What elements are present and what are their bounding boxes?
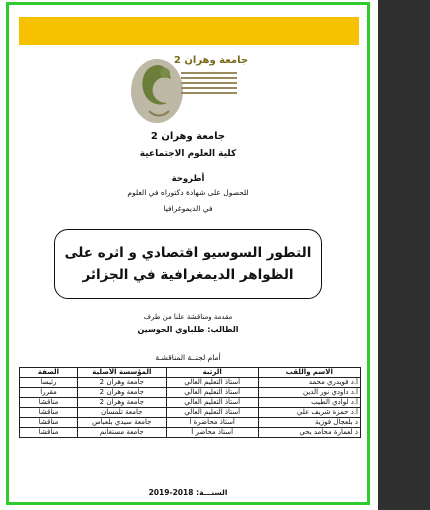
table-row [20, 388, 361, 398]
cell-role: مناقشا [20, 398, 78, 408]
jury-table [19, 367, 361, 438]
header-banner [19, 17, 359, 45]
thesis-title-line-1: التطور السوسيو اقتصادي و اثره على [64, 245, 312, 261]
student-name: الطالب: طلباوي الحوسين [137, 325, 239, 334]
thesis-degree: للحصول على شهادة دكتوراه في العلوم [127, 188, 249, 197]
cell-name: أ.د فويدري محمد [258, 378, 360, 388]
cell-role: مقررا [20, 388, 78, 398]
cell-institution: جامعة مستغانم [77, 428, 166, 438]
logo-text: جامعة وهران 2 [173, 55, 249, 66]
cell-institution: جامعة تلمسان [77, 408, 166, 418]
table-row [20, 378, 361, 388]
cell-institution: جامعة سيدي بلعباس [77, 418, 166, 428]
university-name: جامعة وهران 2 [150, 131, 226, 142]
university-logo [119, 53, 259, 127]
cell-institution: جامعة وهران 2 [77, 378, 166, 388]
presented-by: مقدمة ومناقشة علنا من طرف [143, 313, 233, 321]
table-row [20, 428, 361, 438]
table-row [20, 398, 361, 408]
cell-name: أ.د حمزة شريف علي [258, 408, 360, 418]
table-header-row [20, 368, 361, 378]
column-header-rank: الرتبة [166, 368, 258, 378]
cell-rank: أستاذ التعليم العالي [166, 378, 258, 388]
column-header-institution: المؤسسة الأصلية [77, 368, 166, 378]
committee-heading: أمام لجنــة المناقشـة [155, 353, 221, 362]
cell-role: مناقشا [20, 408, 78, 418]
table-row [20, 408, 361, 418]
thesis-kind: أطروحة [171, 174, 205, 184]
cell-name: د بلعجال فوزية [258, 418, 360, 428]
cell-name: أ.د لوادي الطيب [258, 398, 360, 408]
cell-rank: أستاذ التعليم العالي [166, 408, 258, 418]
cell-rank: أستاذ محاضرة أ [166, 418, 258, 428]
cell-role: مناقشا [20, 418, 78, 428]
cell-role: رئيسا [20, 378, 78, 388]
logo-subtitle-lines [181, 69, 237, 97]
academic-year: السنـــة: 2018-2019 [148, 488, 228, 497]
table-row [20, 418, 361, 428]
column-header-name: الاسم واللقب [258, 368, 360, 378]
cell-name: أ.د داودي نور الدين [258, 388, 360, 398]
thesis-field: في الديموغرافيا [163, 204, 213, 213]
thesis-title-box [54, 229, 322, 299]
cell-institution: جامعة وهران 2 [77, 398, 166, 408]
cell-institution: جامعة وهران 2 [77, 388, 166, 398]
cell-rank: أستاذ التعليم العالي [166, 398, 258, 408]
cell-rank: أستاذ محاضر أ [166, 428, 258, 438]
document-page [6, 2, 370, 505]
column-header-role: الصفة [20, 368, 78, 378]
cell-name: د لعمارة محامد يحي [258, 428, 360, 438]
thesis-title-line-2: الظواهر الديمغرافية في الجزائر [82, 267, 294, 283]
viewer-side-panel [378, 0, 430, 510]
cell-rank: أستاذ التعليم العالي [166, 388, 258, 398]
faculty-name: كلية العلوم الاجتماعية [139, 149, 237, 159]
cell-role: مناقشا [20, 428, 78, 438]
